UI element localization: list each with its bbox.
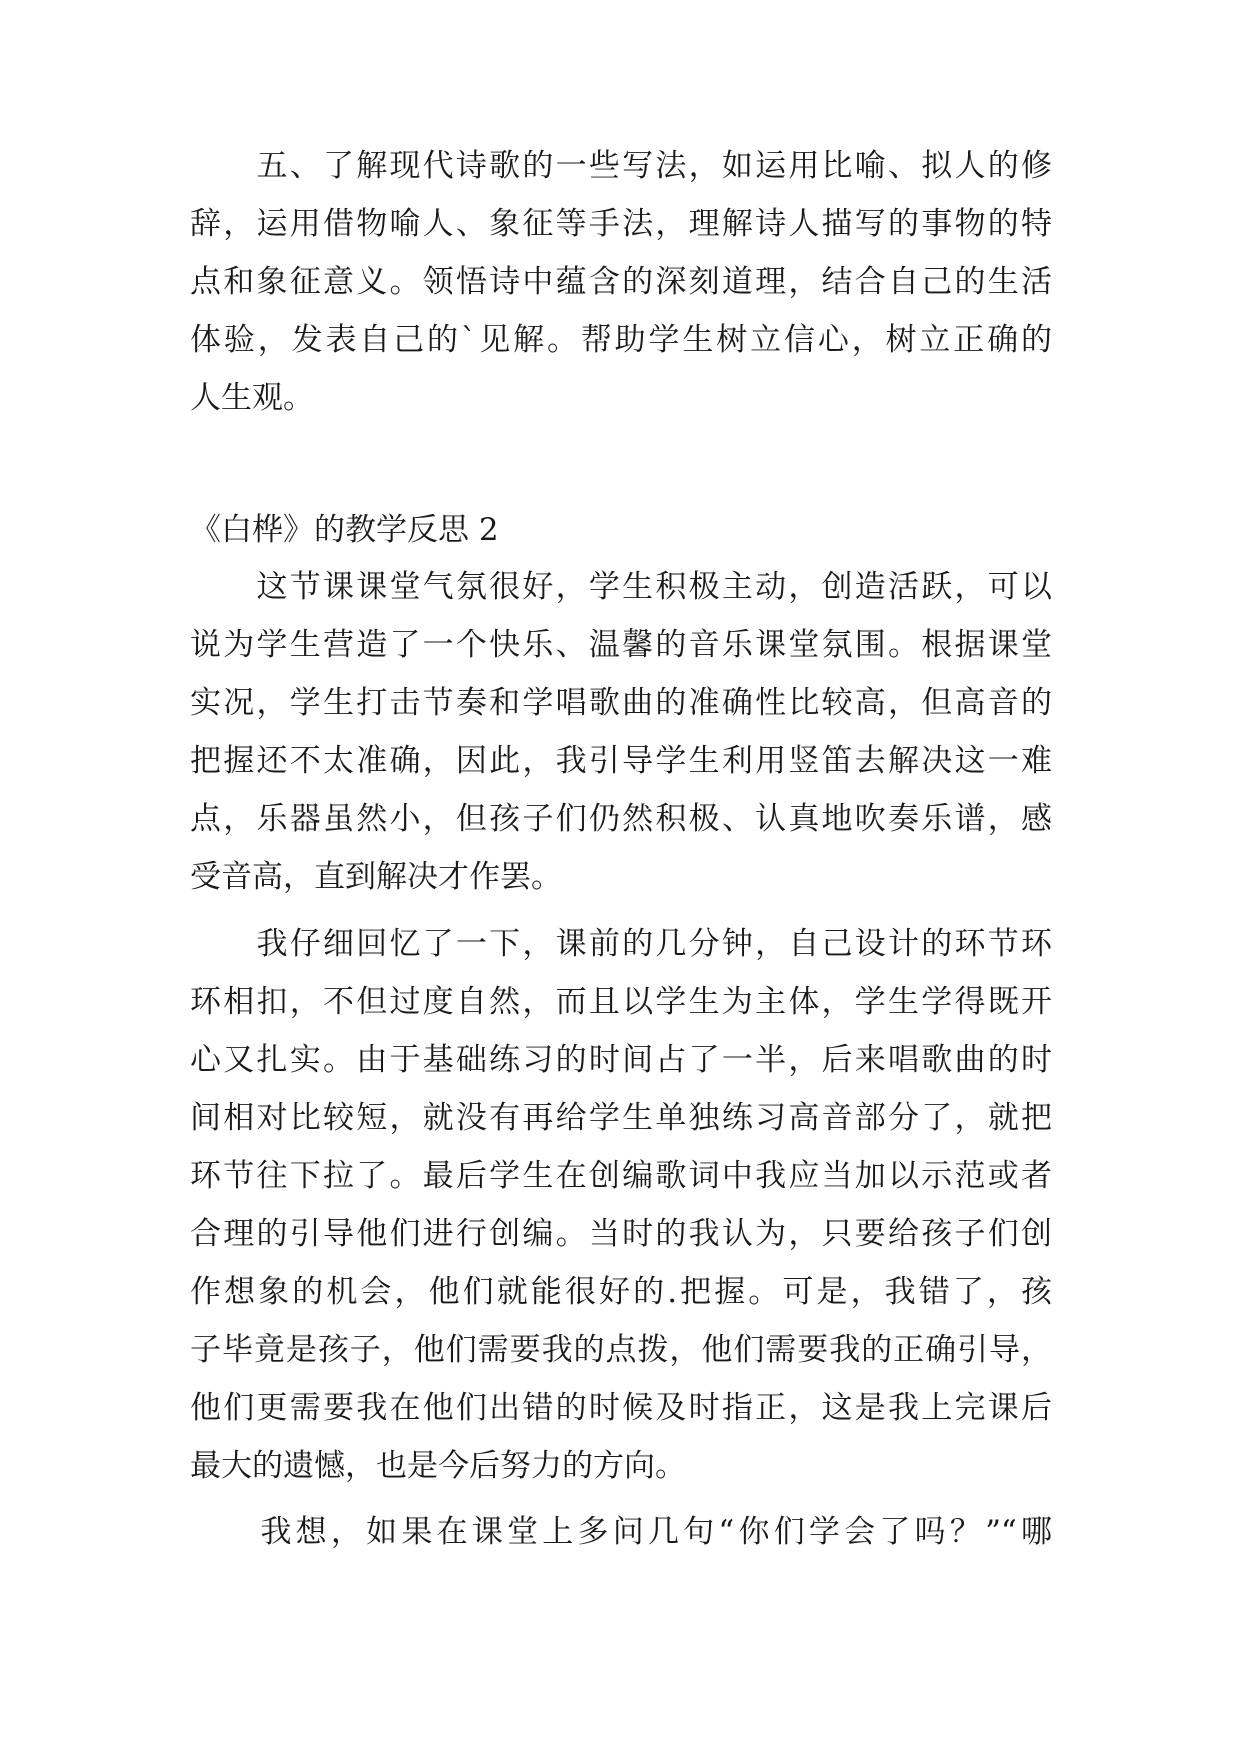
text-line: 这节课课堂气氛很好，学生积极主动，创造活跃，可以 xyxy=(190,569,1052,605)
text-line: 他们更需要我在他们出错的时候及时指正，这是我上完课后 xyxy=(190,1390,1052,1426)
text-line: 体验，发表自己的`见解。帮助学生树立信心，树立正确的 xyxy=(190,322,1052,358)
text-line: 环节往下拉了。最后学生在创编歌词中我应当加以示范或者 xyxy=(190,1158,1052,1194)
text-line: 人生观。 xyxy=(190,380,314,416)
text-line: 我仔细回忆了一下，课前的几分钟，自己设计的环节环 xyxy=(190,926,1052,962)
text-line: 间相对比较短，就没有再给学生单独练习高音部分了，就把 xyxy=(190,1100,1052,1136)
text-line: 点，乐器虽然小，但孩子们仍然积极、认真地吹奏乐谱，感 xyxy=(190,801,1052,837)
text-line: 作想象的机会，他们就能很好的.把握。可是，我错了，孩 xyxy=(190,1274,1052,1310)
text-line: 点和象征意义。领悟诗中蕴含的深刻道理，结合自己的生活 xyxy=(190,264,1052,300)
text-line: 最大的遗憾，也是今后努力的方向。 xyxy=(190,1448,686,1484)
text-line: 辞，运用借物喻人、象征等手法，理解诗人描写的事物的特 xyxy=(190,206,1052,242)
section-heading: 《白桦》的教学反思 2 xyxy=(190,512,499,548)
text-line: 心又扎实。由于基础练习的时间占了一半，后来唱歌曲的时 xyxy=(190,1042,1052,1078)
text-line: 合理的引导他们进行创编。当时的我认为，只要给孩子们创 xyxy=(190,1216,1052,1252)
text-line: 子毕竟是孩子，他们需要我的点拨，他们需要我的正确引导， xyxy=(190,1332,1052,1368)
text-line: 受音高，直到解决才作罢。 xyxy=(190,859,562,895)
text-line: 说为学生营造了一个快乐、温馨的音乐课堂氛围。根据课堂 xyxy=(190,627,1052,663)
text-line: 我想，如果在课堂上多问几句“你们学会了吗？”“哪 xyxy=(190,1514,1052,1550)
text-line: 五、了解现代诗歌的一些写法，如运用比喻、拟人的修 xyxy=(190,148,1052,184)
text-line: 把握还不太准确，因此，我引导学生利用竖笛去解决这一难 xyxy=(190,743,1052,779)
text-line: 环相扣，不但过度自然，而且以学生为主体，学生学得既开 xyxy=(190,984,1052,1020)
text-line: 实况，学生打击节奏和学唱歌曲的准确性比较高，但高音的 xyxy=(190,685,1052,721)
